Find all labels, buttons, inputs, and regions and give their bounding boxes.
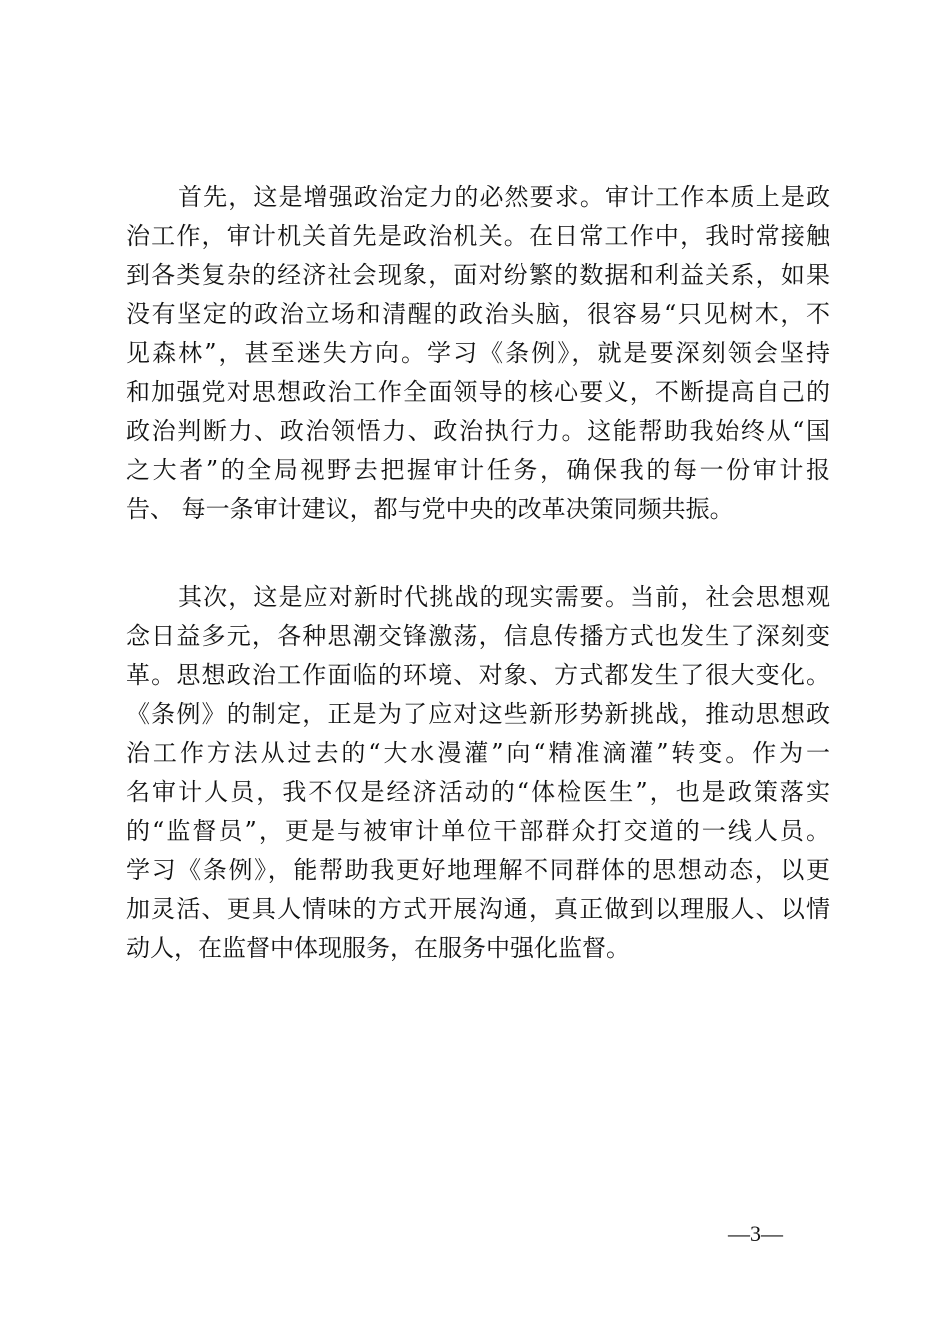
paragraph-political-resolve — [126, 178, 830, 529]
text-line: 见森林”，甚至迷失方向。学习《条例》，就是要深刻领会坚持 — [126, 339, 830, 367]
text-line: 《条例》的制定，正是为了应对这些新形势新挑战，推动思想政 — [126, 700, 830, 728]
text-line: 的“监督员”，更是与被审计单位干部群众打交道的一线人员。 — [126, 817, 830, 845]
text-line: 政治判断力、政治领悟力、政治执行力。这能帮助我始终从“国 — [126, 417, 830, 445]
text-line: 治工作方法从过去的“大水漫灌”向“精准滴灌”转变。作为一 — [126, 739, 830, 767]
text-line: 革。思想政治工作面临的环境、对象、方式都发生了很大变化。 — [126, 661, 830, 689]
page-number: —3— — [728, 1221, 783, 1246]
text-line: 学习《条例》，能帮助我更好地理解不同群体的思想动态，以更 — [126, 856, 830, 884]
text-line: 到各类复杂的经济社会现象，面对纷繁的数据和利益关系，如果 — [126, 261, 830, 289]
text-line: 治工作，审计机关首先是政治机关。在日常工作中，我时常接触 — [126, 222, 830, 250]
text-line: 告、 每一条审计建议，都与党中央的改革决策同频共振。 — [126, 495, 734, 523]
text-line: 动人，在监督中体现服务，在服务中强化监督。 — [126, 934, 630, 962]
text-line: 名审计人员，我不仅是经济活动的“体检医生”，也是政策落实 — [126, 778, 830, 806]
paragraph-new-era-challenges — [126, 578, 830, 968]
text-line: 之大者”的全局视野去把握审计任务，确保我的每一份审计报 — [126, 456, 830, 484]
text-line: 加灵活、更具人情味的方式开展沟通，真正做到以理服人、以情 — [126, 895, 830, 923]
text-line: 其次，这是应对新时代挑战的现实需要。当前，社会思想观 — [178, 583, 830, 611]
text-line: 首先，这是增强政治定力的必然要求。审计工作本质上是政 — [178, 183, 830, 211]
text-line: 没有坚定的政治立场和清醒的政治头脑，很容易“只见树木，不 — [126, 300, 830, 328]
text-line: 念日益多元，各种思潮交锋激荡，信息传播方式也发生了深刻变 — [126, 622, 830, 650]
text-line: 和加强党对思想政治工作全面领导的核心要义，不断提高自己的 — [126, 378, 830, 406]
